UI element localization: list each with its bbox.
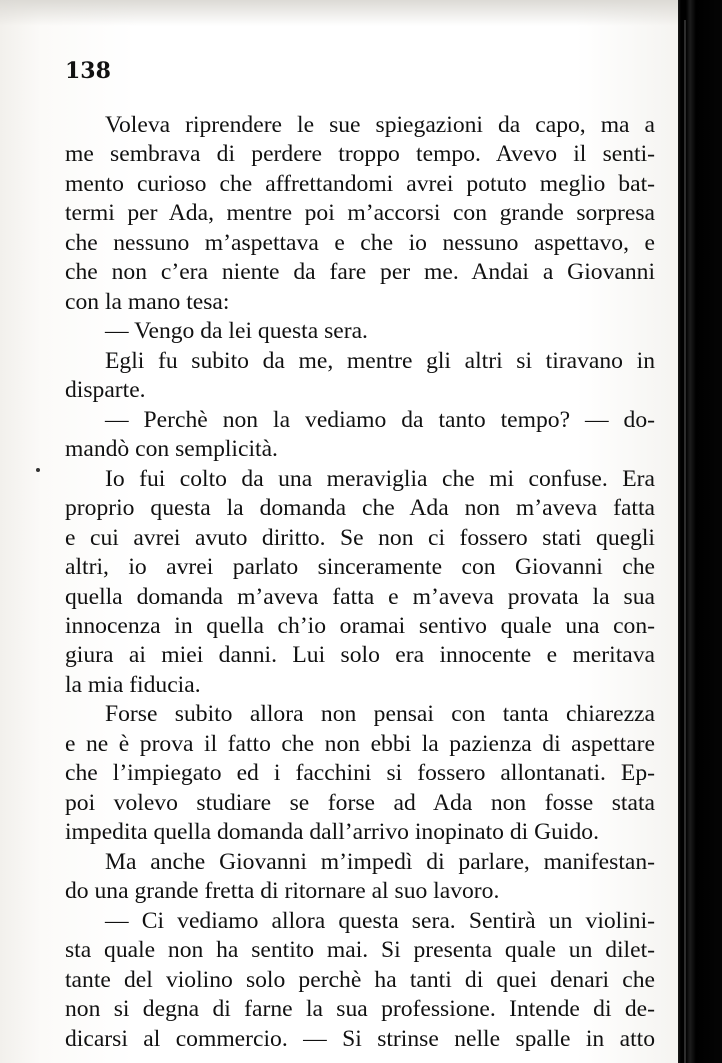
text-line: — Vengo da lei questa sera.: [105, 318, 368, 345]
margin-speck: [36, 468, 40, 472]
text-line: — Perchè non la vediamo da tanto tempo? — do-: [105, 406, 655, 433]
text-line: la mia fiducia.: [65, 671, 201, 698]
text-line: non si degna di farne la sua professione. Intende di de-: [65, 996, 655, 1023]
body-text: [65, 111, 655, 1054]
text-line: Egli fu subito da me, mentre gli altri si tiravano in: [105, 347, 655, 374]
text-line: termi per Ada, mentre poi m’accorsi con grande sorpresa: [65, 200, 655, 227]
text-line: do una grande fretta di ritornare al suo lavoro.: [65, 878, 500, 905]
page-number: 138: [65, 58, 111, 84]
text-line: sta quale non ha sentito mai. Si presenta quale un dilet-: [65, 937, 655, 964]
text-line: altri, io avrei parlato sinceramente con Giovanni che: [65, 554, 655, 581]
text-line: che l’impiegato ed i facchini si fossero allontanati. Ep-: [65, 760, 655, 787]
text-line: Voleva riprendere le sue spiegazioni da capo, ma a: [105, 112, 655, 138]
text-line: Ma anche Giovanni m’impedì di parlare, manifestan-: [105, 848, 655, 875]
text-line: — Ci vediamo allora questa sera. Sentirà un violini-: [105, 907, 655, 934]
page-top-shadow: [0, 0, 678, 26]
text-line: Forse subito allora non pensai con tanta chiarezza: [105, 701, 655, 728]
text-line: proprio questa la domanda che Ada non m’aveva fatta: [65, 495, 655, 522]
text-line: quella domanda m’aveva fatta e m’aveva provata la sua: [65, 583, 655, 610]
text-line: innocenza in quella ch’io oramai sentivo quale una con-: [65, 612, 655, 639]
text-line: disparte.: [65, 377, 146, 404]
text-line: giura ai miei danni. Lui solo era innocente e meritava: [65, 642, 655, 669]
text-line: me sembrava di perdere troppo tempo. Avevo il senti-: [65, 141, 655, 168]
text-line: con la mano tesa:: [65, 288, 230, 315]
text-line: e cui avrei avuto diritto. Se non ci fossero stati quegli: [65, 524, 655, 551]
text-line: che non c’era niente da fare per me. Andai a Giovanni: [65, 259, 655, 286]
text-line: impedita quella domanda dall’arrivo inopinato di Guido.: [65, 819, 600, 846]
text-line: che nessuno m’aspettava e che io nessuno aspettavo, e: [65, 229, 655, 256]
text-line: dicarsi al commercio. — Si strinse nelle spalle in atto: [65, 1025, 655, 1052]
text-line: mandò con semplicità.: [65, 436, 278, 463]
text-line: Io fui colto da una meraviglia che mi confuse. Era: [105, 465, 655, 492]
text-line: mento curioso che affrettandomi avrei potuto meglio bat-: [65, 170, 655, 197]
text-line: tante del violino solo perchè ha tanti di quei denari che: [65, 966, 655, 993]
text-line: poi volevo studiare se forse ad Ada non fosse stata: [65, 789, 655, 816]
text-line: e ne è prova il fatto che non ebbi la pazienza di aspettare: [65, 730, 655, 757]
spine-highlight: [684, 20, 686, 1063]
